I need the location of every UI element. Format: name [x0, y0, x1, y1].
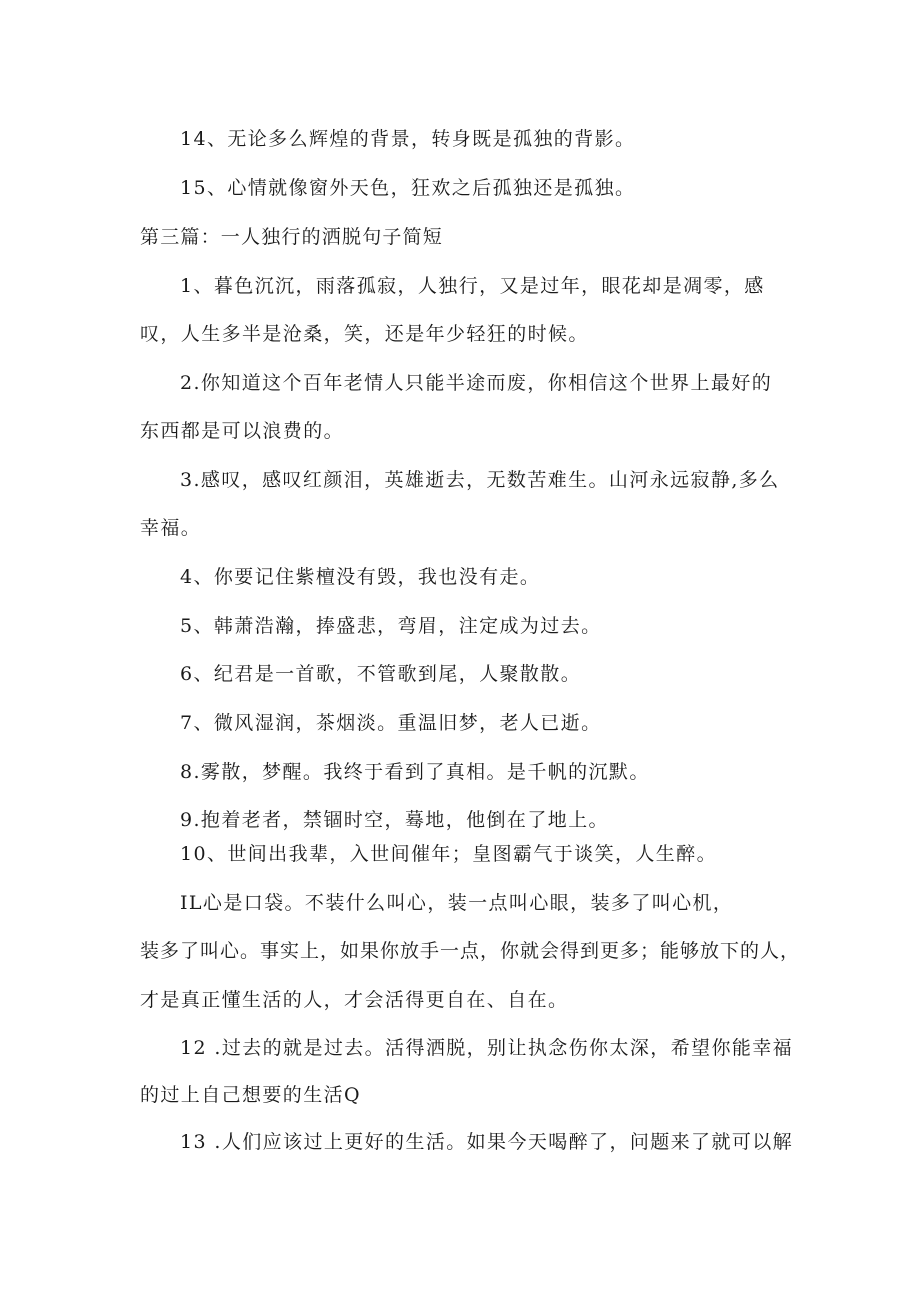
text-line-item-6: 6、纪君是一首歌，不管歌到尾，人聚散散。 — [180, 663, 582, 685]
text-line-item-13: 13 .人们应该过上更好的生活。如果今天喝醉了，问题来了就可以解 — [180, 1131, 794, 1153]
section-heading: 第三篇：一人独行的洒脱句子简短 — [140, 226, 444, 248]
text-line-item-7: 7、微风湿润，茶烟淡。重温旧梦，老人已逝。 — [180, 712, 602, 734]
text-line-item-2: 2.你知道这个百年老情人只能半途而废，你相信这个世界上最好的 — [180, 372, 773, 394]
text-line-item-4: 4、你要记住紫檀没有毁，我也没有走。 — [180, 566, 541, 588]
text-line-item-3-cont: 幸福。 — [140, 517, 202, 539]
text-line-item-1-cont: 叹，人生多半是沧桑，笑，还是年少轻狂的时候。 — [140, 323, 589, 345]
text-line-item-9: 9.抱着老者，禁锢时空，蓦地，他倒在了地上。 — [180, 809, 609, 831]
text-line-item-11-cont: 装多了叫心。事实上，如果你放手一点，你就会得到更多；能够放下的人， — [140, 940, 801, 962]
text-line-item-1: 1、暮色沉沉，雨落孤寂，人独行，又是过年，眼花却是凋零，感 — [180, 275, 765, 297]
text-line-item-11: IL心是口袋。不装什么叫心，装一点叫心眼，装多了叫心机， — [180, 892, 734, 914]
text-line-item-8: 8.雾散，梦醒。我终于看到了真相。是千帆的沉默。 — [180, 761, 650, 783]
text-line-item-3: 3.感叹，感叹红颜泪，英雄逝去，无数苦难生。山河永远寂静,多么 — [180, 469, 780, 491]
text-line-item-15: 15、心情就像窗外天色，狂欢之后孤独还是孤独。 — [180, 177, 636, 199]
text-line-item-14: 14、无论多么辉煌的背景，转身既是孤独的背影。 — [180, 128, 636, 150]
text-line-item-2-cont: 东西都是可以浪费的。 — [140, 420, 345, 442]
text-line-item-10: 10、世间出我辈，入世间催年；皇图霸气于谈笑，人生醉。 — [180, 843, 717, 865]
text-line-item-12-cont: 的过上自己想要的生活Q — [140, 1084, 361, 1106]
text-line-item-5: 5、韩萧浩瀚，捧盛悲，弯眉，注定成为过去。 — [180, 615, 602, 637]
text-line-item-12: 12 .过去的就是过去。活得洒脱，别让执念伤你太深，希望你能幸福 — [180, 1037, 794, 1059]
text-line-item-11-cont2: 才是真正懂生活的人，才会活得更自在、自在。 — [140, 989, 569, 1011]
